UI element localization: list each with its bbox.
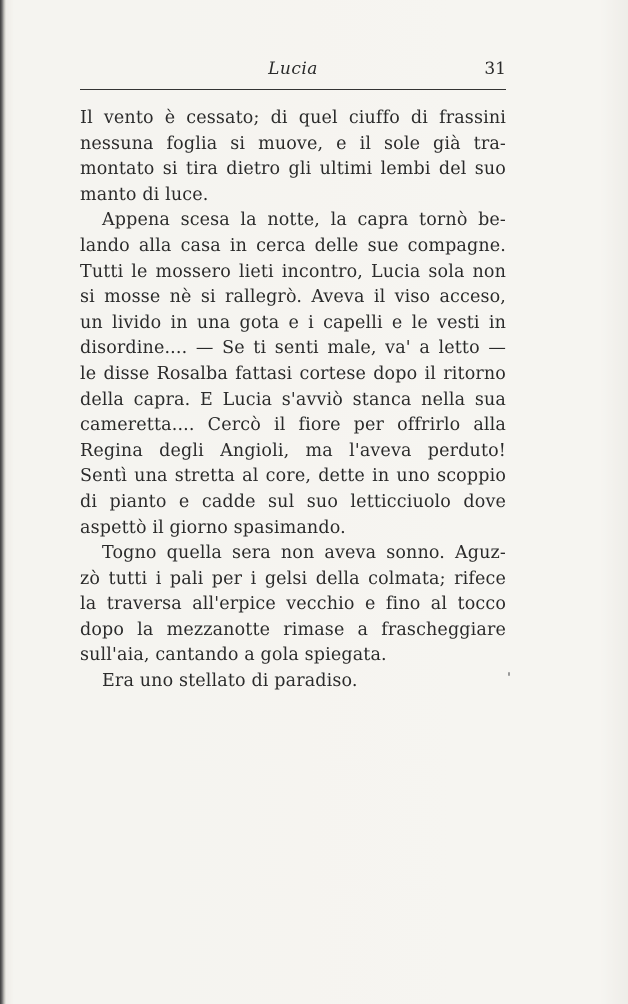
text-line: Togno quella sera non aveva sonno. Aguz-	[102, 543, 506, 564]
paragraph	[80, 669, 506, 695]
text-line: si mosse nè si rallegrò. Aveva il viso acceso,	[80, 287, 506, 308]
text-line: della capra. E Lucia s'avviò stanca nella sua	[80, 389, 506, 410]
text-line: aspettò il giorno spasimando.	[80, 517, 346, 538]
text-line: le disse Rosalba fattasi cortese dopo il ritorno	[80, 363, 506, 384]
text-line: lando alla casa in cerca delle sue compagne.	[80, 235, 506, 256]
paragraph	[80, 106, 506, 208]
text-line: un livido in una gota e i capelli e le vesti in	[80, 312, 506, 333]
text-line: montato si tira dietro gli ultimi lembi del suo	[80, 159, 506, 180]
paragraph	[80, 541, 506, 669]
text-line: Appena scesa la notte, la capra tornò be-	[102, 210, 506, 231]
text-line: cameretta.... Cercò il fiore per offrirlo alla	[80, 415, 506, 436]
text-line: Tutti le mossero lieti incontro, Lucia sola non	[80, 261, 506, 282]
text-line: Il vento è cessato; di quel ciuffo di frassini	[80, 108, 506, 128]
body-text	[80, 106, 506, 695]
header-rule	[80, 89, 506, 90]
binding-edge	[0, 0, 6, 1004]
text-line: nessuna foglia si muove, e il sole già tra-	[80, 133, 506, 154]
page-number: 31	[484, 59, 506, 79]
paper-speck	[508, 672, 510, 676]
text-line: sull'aia, cantando a gola spiegata.	[80, 645, 387, 666]
text-line: manto di luce.	[80, 184, 209, 205]
text-line: Regina degli Angioli, ma l'aveva perduto!	[80, 440, 506, 461]
text-line: zò tutti i pali per i gelsi della colmata; rifece	[80, 568, 506, 589]
text-line: dopo la mezzanotte rimase a frascheggiare	[80, 619, 506, 640]
page-header	[80, 58, 506, 82]
paragraph	[80, 208, 506, 541]
text-line: di pianto e cadde sul suo letticciuolo dove	[80, 491, 506, 512]
text-line: disordine.... — Se ti senti male, va' a letto —	[80, 338, 506, 359]
text-line: Era uno stellato di paradiso.	[102, 671, 358, 692]
running-title: Lucia	[268, 59, 318, 79]
text-line: Sentì una stretta al core, dette in uno scoppio	[80, 466, 506, 487]
text-line: la traversa all'erpice vecchio e fino al tocco	[80, 594, 506, 615]
